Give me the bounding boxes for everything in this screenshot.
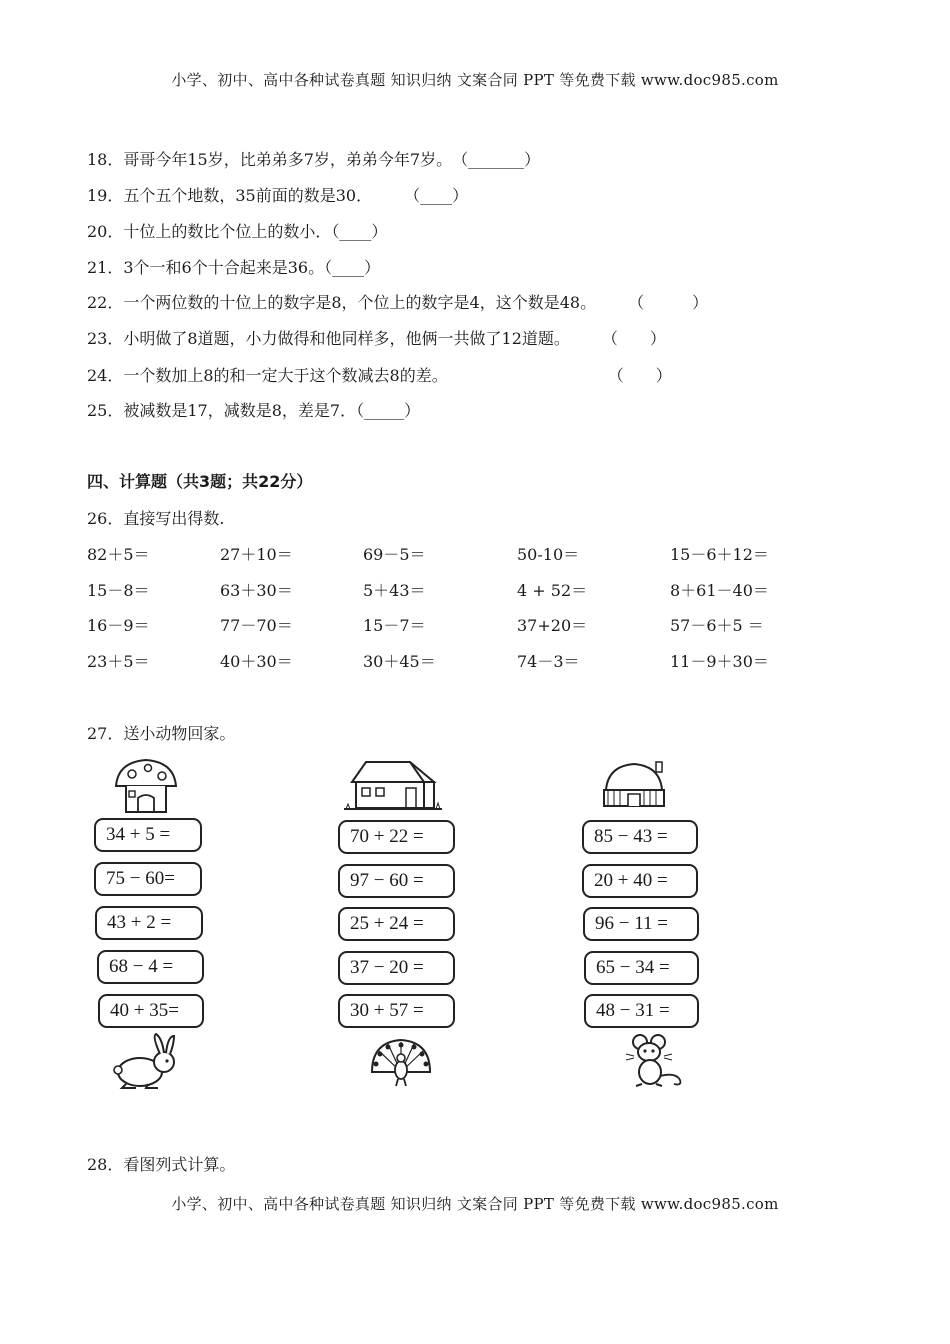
equation-box: 75 − 60= xyxy=(94,862,202,896)
peacock-icon xyxy=(368,1034,434,1088)
question-19: 19．五个五个地数，35前面的数是30． （____） xyxy=(87,186,469,205)
equation-box: 30 + 57 = xyxy=(338,994,455,1028)
calc-item: 40＋30＝ xyxy=(220,652,293,671)
calc-item: 15－8＝ xyxy=(87,581,150,600)
question-20: 20．十位上的数比个位上的数小．（____） xyxy=(87,222,388,241)
calc-item: 15－7＝ xyxy=(363,616,426,635)
question-25: 25．被减数是17，减数是8，差是7．（_____） xyxy=(87,401,421,420)
equation-box: 34 + 5 = xyxy=(94,818,202,852)
calc-item: 16－9＝ xyxy=(87,616,150,635)
question-24: 24．一个数加上8的和一定大于这个数减去8的差。 （ ） xyxy=(87,366,672,385)
question-27-title: 27．送小动物回家。 xyxy=(87,724,236,743)
equation-box: 97 − 60 = xyxy=(338,864,455,898)
calc-item: 77－70＝ xyxy=(220,616,293,635)
house-icon xyxy=(344,758,444,812)
equation-box: 70 + 22 = xyxy=(338,820,455,854)
calc-item: 57－6＋5 ＝ xyxy=(670,616,764,635)
rabbit-icon xyxy=(112,1032,182,1090)
question-28-title: 28．看图列式计算。 xyxy=(87,1155,236,1174)
equation-box: 65 − 34 = xyxy=(584,951,699,985)
page-footer: 小学、初中、高中各种试卷真题 知识归纳 文案合同 PPT 等免费下载 www.doc985.com xyxy=(171,1195,779,1213)
calc-item: 74－3＝ xyxy=(517,652,580,671)
calc-item: 5＋43＝ xyxy=(363,581,426,600)
calc-item: 27＋10＝ xyxy=(220,545,293,564)
equation-box: 85 − 43 = xyxy=(582,820,698,854)
calc-item: 50-10＝ xyxy=(517,545,580,564)
question-18: 18．哥哥今年15岁，比弟弟多7岁，弟弟今年7岁。 （_______） xyxy=(87,150,541,169)
calc-item: 37+20＝ xyxy=(517,616,588,635)
equation-box: 48 − 31 = xyxy=(584,994,699,1028)
calc-item: 15－6＋12＝ xyxy=(670,545,769,564)
equation-box: 96 − 11 = xyxy=(583,907,699,941)
calc-item: 23＋5＝ xyxy=(87,652,150,671)
equation-box: 20 + 40 = xyxy=(582,864,698,898)
equation-box: 25 + 24 = xyxy=(338,907,455,941)
calc-item: 69－5＝ xyxy=(363,545,426,564)
calc-item: 63＋30＝ xyxy=(220,581,293,600)
page-header: 小学、初中、高中各种试卷真题 知识归纳 文案合同 PPT 等免费下载 www.doc985.com xyxy=(171,71,779,89)
question-21: 21．3个一和6个十合起来是36。（____） xyxy=(87,258,381,277)
mushroom-house-icon xyxy=(112,758,180,814)
question-23: 23．小明做了8道题，小力做得和他同样多，他俩一共做了12道题。 （ ） xyxy=(87,329,666,348)
mouse-icon xyxy=(624,1032,686,1088)
equation-box: 40 + 35= xyxy=(98,994,204,1028)
yurt-icon xyxy=(600,760,668,810)
equation-box: 37 − 20 = xyxy=(338,951,455,985)
calc-item: 82＋5＝ xyxy=(87,545,150,564)
calc-item: 8＋61－40＝ xyxy=(670,581,769,600)
question-22: 22．一个两位数的十位上的数字是8，个位上的数字是4，这个数是48。 （ ） xyxy=(87,293,709,312)
equation-box: 68 − 4 = xyxy=(97,950,204,984)
calc-item: 11－9＋30＝ xyxy=(670,652,769,671)
question-26-title: 26．直接写出得数. xyxy=(87,509,225,528)
calc-item: 4 + 52＝ xyxy=(517,581,588,600)
equation-box: 43 + 2 = xyxy=(95,906,203,940)
section-title: 四、计算题（共3题；共22分） xyxy=(87,472,313,491)
calc-item: 30＋45＝ xyxy=(363,652,436,671)
